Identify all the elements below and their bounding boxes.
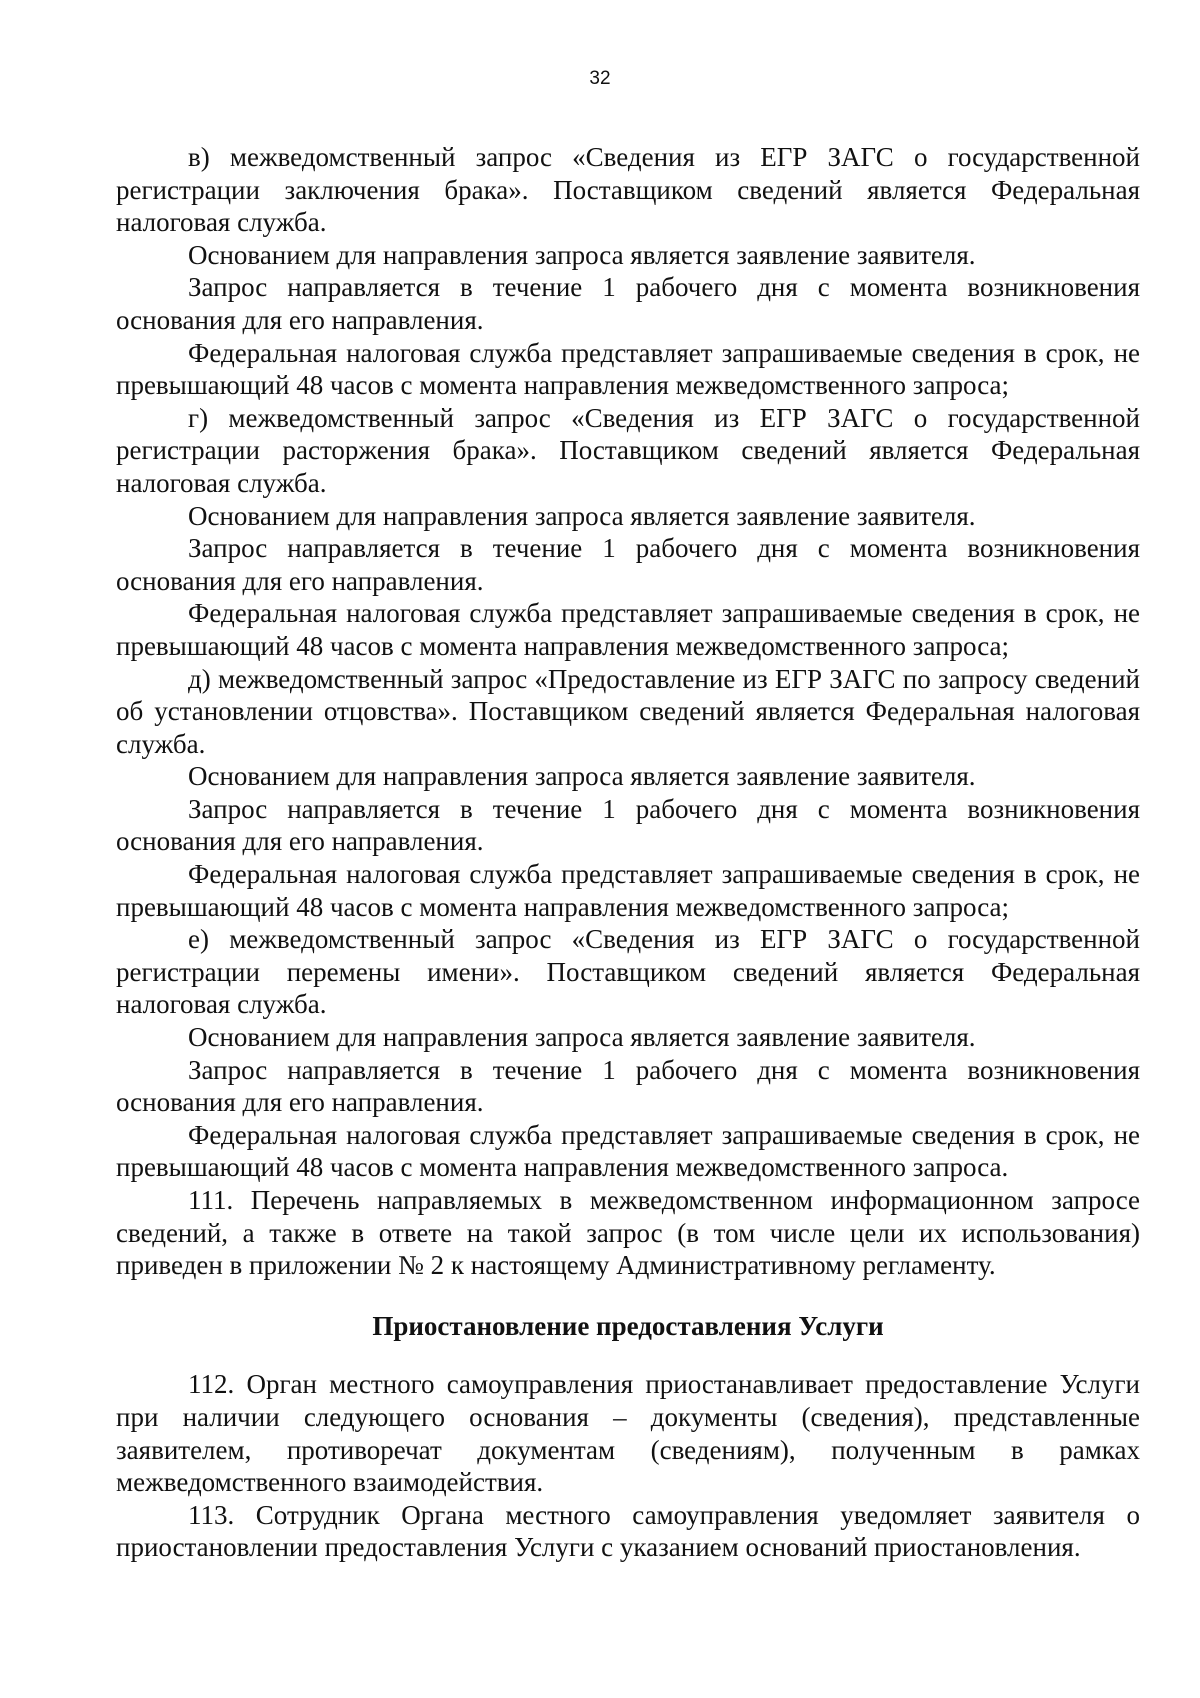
page-number: 32 (589, 68, 611, 89)
paragraph-basis: Основанием для направления запроса является заявление заявителя. (188, 761, 976, 792)
paragraph-timing: Запрос направляется в течение 1 рабочего дня с момента возникновения основания для его направления. (116, 533, 1140, 596)
paragraph-112: 112. Орган местного самоуправления приостанавливает предоставление Услуги при наличии следующего основания – документы (сведения), представленные заявителем, противоречат документам (сведениям), полученным в рамках межведомственного взаимодействия. (116, 1369, 1140, 1498)
paragraph-basis: Основанием для направления запроса является заявление заявителя. (188, 500, 976, 531)
paragraph-item-e: е) межведомственный запрос «Сведения из ЕГР ЗАГС о государственной регистрации перемены имени». Поставщиком сведений является Федеральная налоговая служба. (116, 924, 1140, 1020)
paragraph-item-v: в) межведомственный запрос «Сведения из ЕГР ЗАГС о государственной регистрации заключения брака». Поставщиком сведений является Федеральная налоговая служба. (116, 142, 1140, 238)
paragraph-timing: Запрос направляется в течение 1 рабочего дня с момента возникновения основания для его направления. (116, 1054, 1140, 1118)
paragraph-113: 113. Сотрудник Органа местного самоуправления уведомляет заявителя о приостановлении предоставления Услуги с указанием оснований приостановления. (116, 1499, 1140, 1563)
paragraph-item-g: г) межведомственный запрос «Сведения из ЕГР ЗАГС о государственной регистрации расторжения брака». Поставщиком сведений является Федеральная налоговая служба. (116, 402, 1140, 498)
paragraph-response: Федеральная налоговая служба представляет запрашиваемые сведения в срок, не превышающий 48 часов с момента направления межведомственного запроса. (116, 1119, 1140, 1183)
paragraph-basis: Основанием для направления запроса является заявление заявителя. (188, 1022, 976, 1053)
paragraph-response: Федеральная налоговая служба представляет запрашиваемые сведения в срок, не превышающий 48 часов с момента направления межведомственного запроса; (116, 859, 1140, 922)
paragraph-timing: Запрос направляется в течение 1 рабочего дня с момента возникновения основания для его направления. (116, 793, 1140, 857)
section-heading: Приостановление предоставления Услуги (372, 1310, 884, 1341)
paragraph-timing: Запрос направляется в течение 1 рабочего дня с момента возникновения основания для его направления. (116, 272, 1140, 335)
paragraph-response: Федеральная налоговая служба представляет запрашиваемые сведения в срок, не превышающий 48 часов с момента направления межведомственного запроса; (116, 337, 1140, 401)
paragraph-item-d: д) межведомственный запрос «Предоставление из ЕГР ЗАГС по запросу сведений об установлении отцовства». Поставщиком сведений является Федеральная налоговая служба. (116, 663, 1140, 759)
paragraph-response: Федеральная налоговая служба представляет запрашиваемые сведения в срок, не превышающий 48 часов с момента направления межведомственного запроса; (116, 598, 1140, 661)
paragraph-111: 111. Перечень направляемых в межведомственном информационном запросе сведений, а также в ответе на такой запрос (в том числе цели их использования) приведен в приложении № 2 к настоящему Административному регламенту. (116, 1185, 1140, 1281)
paragraph-basis: Основанием для направления запроса является заявление заявителя. (188, 239, 976, 270)
document-body (116, 141, 1140, 1564)
